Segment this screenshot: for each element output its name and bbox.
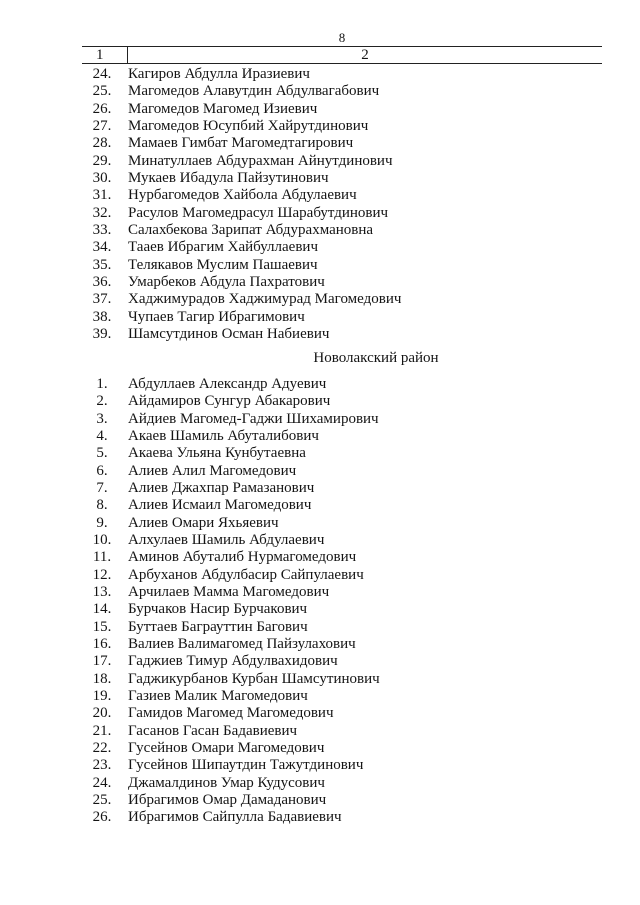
item-name: Акаева Ульяна Кунбутаевна — [128, 445, 306, 462]
item-number: 4. — [96, 427, 108, 444]
item-name: Нурбагомедов Хайбола Абдулаевич — [128, 187, 357, 204]
item-name: Телякавов Муслим Пашаевич — [128, 256, 318, 273]
item-number: 28. — [92, 135, 112, 152]
item-name: Арбуханов Абдулбасир Сайпулаевич — [128, 566, 364, 583]
table-header-row — [82, 46, 602, 64]
item-name: Салахбекова Зарипат Абдурахмановна — [128, 221, 374, 238]
item-name: Валиев Валимагомед Пайзулахович — [128, 635, 356, 652]
item-name: Гусейнов Омари Магомедович — [128, 739, 325, 756]
item-number: 25. — [92, 791, 112, 808]
item-number: 3. — [96, 410, 108, 427]
item-name: Газиев Малик Магомедович — [128, 687, 308, 704]
list-item — [84, 497, 604, 514]
item-name: Джамалдинов Умар Кудусович — [128, 774, 325, 791]
list-item — [84, 101, 604, 118]
item-number: 21. — [92, 722, 112, 739]
list-item — [84, 205, 604, 222]
item-name: Магомедов Алавутдин Абдулвагабович — [128, 83, 380, 100]
item-name: Умарбеков Абдула Пахратович — [128, 273, 325, 290]
item-number: 26. — [92, 100, 112, 117]
list-item — [84, 723, 604, 740]
list-item — [84, 445, 604, 462]
list-item — [84, 809, 604, 826]
item-number: 31. — [92, 187, 112, 204]
item-number: 29. — [92, 152, 112, 169]
item-number: 15. — [92, 618, 112, 635]
item-name: Мамаев Гимбат Магомедтагирович — [128, 135, 354, 152]
item-name: Айдамиров Сунгур Абакарович — [128, 393, 331, 410]
list-item — [84, 584, 604, 601]
item-name: Магомедов Юсупбий Хайрутдинович — [128, 117, 369, 134]
item-number: 10. — [92, 531, 112, 548]
list-item — [84, 239, 604, 256]
item-number: 36. — [92, 273, 112, 290]
item-number: 8. — [96, 497, 108, 514]
item-number: 38. — [92, 308, 112, 325]
item-number: 1. — [96, 376, 108, 392]
list-item — [84, 463, 604, 480]
list-item — [84, 274, 604, 291]
list-item — [84, 740, 604, 757]
list-item — [84, 757, 604, 774]
item-number: 14. — [92, 601, 112, 618]
list-item — [84, 309, 604, 326]
list-item — [84, 549, 604, 566]
item-name: Ибрагимов Сайпулла Бадавиевич — [128, 809, 342, 826]
item-number: 33. — [92, 221, 112, 238]
item-number: 24. — [92, 66, 112, 82]
item-number: 7. — [96, 479, 108, 496]
item-number: 5. — [96, 445, 108, 462]
list-item — [84, 428, 604, 445]
list-item — [84, 636, 604, 653]
list-item — [84, 291, 604, 308]
item-name: Гаджиев Тимур Абдулвахидович — [128, 653, 338, 670]
item-name: Арчилаев Мамма Магомедович — [128, 583, 330, 600]
list-item — [84, 222, 604, 239]
list-item — [84, 792, 604, 809]
item-number: 22. — [92, 739, 112, 756]
list-item — [84, 187, 604, 204]
item-number: 13. — [92, 583, 112, 600]
item-number: 12. — [92, 566, 112, 583]
item-name: Гаджикурбанов Курбан Шамсутинович — [128, 670, 380, 687]
list-item — [84, 83, 604, 100]
item-name: Чупаев Тагир Ибрагимович — [128, 308, 305, 325]
name-list-continued — [84, 66, 604, 343]
item-number: 24. — [92, 774, 112, 791]
item-name: Абдуллаев Александр Адуевич — [128, 376, 327, 392]
list-item — [84, 170, 604, 187]
item-name: Бурчаков Насир Бурчакович — [128, 601, 308, 618]
item-number: 19. — [92, 687, 112, 704]
list-item — [84, 775, 604, 792]
item-number: 35. — [92, 256, 112, 273]
item-number: 32. — [92, 204, 112, 221]
item-name: Гасанов Гасан Бадавиевич — [128, 722, 298, 739]
item-name: Алиев Алил Магомедович — [128, 462, 297, 479]
list-item — [84, 257, 604, 274]
list-item — [84, 153, 604, 170]
list-item — [84, 619, 604, 636]
list-item — [84, 601, 604, 618]
list-item — [84, 66, 604, 83]
item-name: Тааев Ибрагим Хайбуллаевич — [128, 239, 318, 256]
list-item — [84, 515, 604, 532]
item-name: Шамсутдинов Осман Набиевич — [128, 325, 330, 342]
item-name: Магомедов Магомед Изиевич — [128, 100, 318, 117]
item-number: 17. — [92, 653, 112, 670]
list-item — [84, 376, 604, 393]
item-name: Гусейнов Шипаутдин Тажутдинович — [128, 757, 364, 774]
item-number: 27. — [92, 117, 112, 134]
item-name: Айдиев Магомед-Гаджи Шихамирович — [128, 410, 379, 427]
page-number: 8 — [338, 30, 346, 45]
item-number: 6. — [96, 462, 108, 479]
item-name: Алиев Исмаил Магомедович — [128, 497, 312, 514]
item-name: Расулов Магомедрасул Шарабутдинович — [128, 204, 389, 221]
item-number: 25. — [92, 83, 112, 100]
item-number: 11. — [92, 549, 112, 566]
item-name: Буттаев Баграуттин Багович — [128, 618, 308, 635]
list-item — [84, 135, 604, 152]
list-item — [84, 671, 604, 688]
list-item — [84, 411, 604, 428]
item-name: Гамидов Магомед Магомедович — [128, 705, 334, 722]
item-name: Мукаев Ибадула Пайзутинович — [128, 169, 329, 186]
item-name: Алиев Омари Яхьяевич — [128, 514, 279, 531]
item-name: Алхулаев Шамиль Абдулаевич — [128, 531, 325, 548]
item-number: 16. — [92, 635, 112, 652]
item-name: Аминов Абуталиб Нурмагомедович — [128, 549, 357, 566]
list-item — [84, 532, 604, 549]
list-item — [84, 480, 604, 497]
list-item — [84, 705, 604, 722]
item-name: Кагиров Абдулла Иразиевич — [128, 66, 310, 82]
item-number: 9. — [96, 514, 108, 531]
item-number: 23. — [92, 757, 112, 774]
list-item — [84, 118, 604, 135]
list-item — [84, 688, 604, 705]
list-item — [84, 653, 604, 670]
list-item — [84, 567, 604, 584]
item-number: 20. — [92, 705, 112, 722]
list-item — [84, 393, 604, 410]
item-number: 2. — [96, 393, 108, 410]
section-title: Новолакский район — [313, 350, 439, 366]
item-number: 18. — [92, 670, 112, 687]
item-number: 37. — [92, 291, 112, 308]
name-list-district — [84, 376, 604, 827]
list-item — [84, 326, 604, 343]
item-name: Алиев Джахпар Рамазанович — [128, 479, 315, 496]
item-name: Ибрагимов Омар Дамаданович — [128, 791, 327, 808]
item-name: Хаджимурадов Хаджимурад Магомедович — [128, 291, 402, 308]
item-number: 26. — [92, 809, 112, 826]
item-name: Акаев Шамиль Абуталибович — [128, 427, 319, 444]
item-number: 30. — [92, 169, 112, 186]
item-number: 34. — [92, 239, 112, 256]
item-name: Минатуллаев Абдурахман Айнутдинович — [128, 152, 393, 169]
table-header-col-1: 1 — [82, 47, 128, 63]
table-header-col-2: 2 — [361, 47, 369, 63]
item-number: 39. — [92, 325, 112, 342]
